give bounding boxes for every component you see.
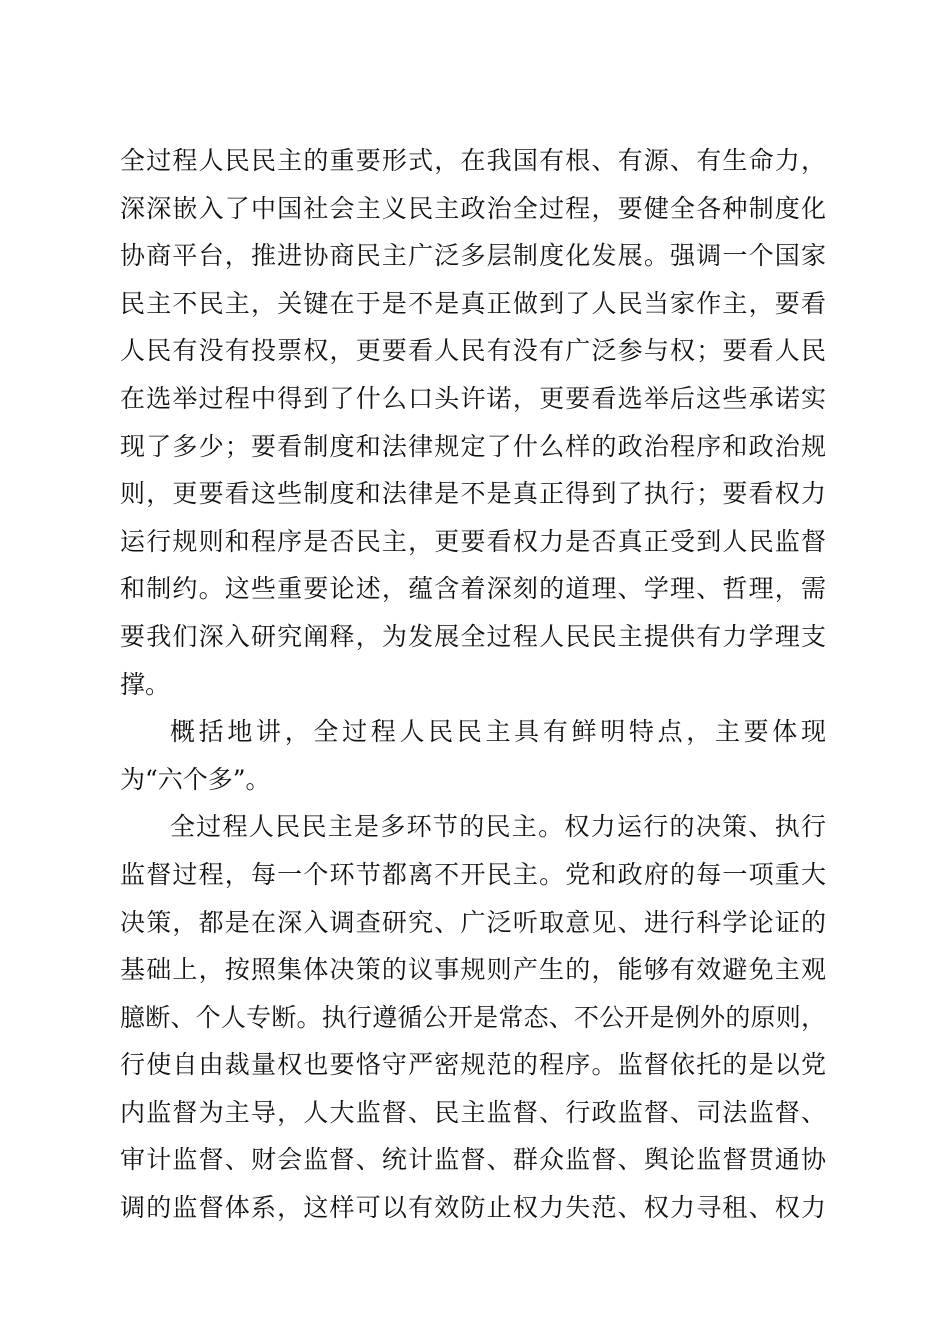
text-line: 和制约。这些重要论述，蕴含着深刻的道理、学理、哲理，需 <box>120 574 826 604</box>
text-line: 要我们深入研究阐释，为发展全过程人民民主提供有力学理支 <box>120 621 826 651</box>
text-line: 审计监督、财会监督、统计监督、群众监督、舆论监督贯通协 <box>120 1145 826 1175</box>
text-line: 协商平台，推进协商民主广泛多层制度化发展。强调一个国家 <box>120 241 826 271</box>
text-line: 人民有没有投票权，更要看人民有没有广泛参与权；要看人民 <box>120 336 826 366</box>
text-line: 臆断、个人专断。执行遵循公开是常态、不公开是例外的原则， <box>120 1002 826 1032</box>
text-line: 运行规则和程序是否民主，更要看权力是否真正受到人民监督 <box>120 526 826 556</box>
text-line: 民主不民主，关键在于是不是真正做到了人民当家作主，要看 <box>120 288 826 318</box>
paragraph-3 <box>120 803 826 1231</box>
text-line: 行使自由裁量权也要恪守严密规范的程序。监督依托的是以党 <box>120 1050 826 1080</box>
text-line: 撑。 <box>120 669 171 699</box>
text-line: 在选举过程中得到了什么口头许诺，更要看选举后这些承诺实 <box>120 383 826 413</box>
text-line: 调的监督体系，这样可以有效防止权力失范、权力寻租、权力 <box>120 1193 826 1223</box>
text-line: 全过程人民民主的重要形式，在我国有根、有源、有生命力， <box>120 146 826 175</box>
text-line: 内监督为主导，人大监督、民主监督、行政监督、司法监督、 <box>120 1097 826 1127</box>
text-line: 监督过程，每一个环节都离不开民主。党和政府的每一项重大 <box>120 859 826 889</box>
text-line: 现了多少；要看制度和法律规定了什么样的政治程序和政治规 <box>120 431 826 461</box>
text-line: 深深嵌入了中国社会主义民主政治全过程，要健全各种制度化 <box>120 193 826 223</box>
text-line: 决策，都是在深入调查研究、广泛听取意见、进行科学论证的 <box>120 907 826 937</box>
text-line: 全过程人民民主是多环节的民主。权力运行的决策、执行 <box>170 812 826 842</box>
paragraph-1 <box>120 137 826 708</box>
text-line: 基础上，按照集体决策的议事规则产生的，能够有效避免主观 <box>120 955 826 985</box>
paragraph-2 <box>120 708 826 803</box>
text-line: 则，更要看这些制度和法律是不是真正得到了执行；要看权力 <box>120 479 826 509</box>
text-line: 为“六个多”。 <box>120 764 271 794</box>
text-line: 概括地讲，全过程人民民主具有鲜明特点，主要体现 <box>170 717 826 747</box>
body-text <box>120 137 826 1232</box>
